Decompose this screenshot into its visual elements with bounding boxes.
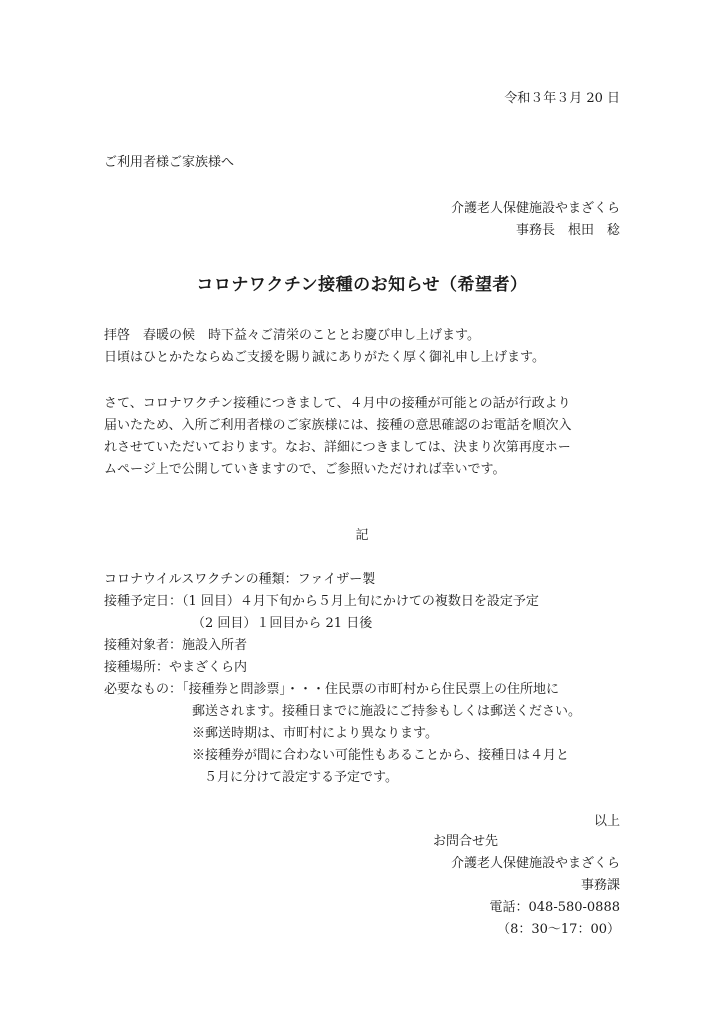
detail-line: コロナウイルスワクチンの種類：ファイザー製: [104, 572, 376, 587]
body-line: さて、コロナワクチン接種につきまして、４月中の接種が可能との話が行政より: [104, 396, 571, 411]
document-date: 令和３年３月 20 日: [504, 91, 620, 106]
body-line: れさせていただいております。なお、詳細につきましては、決まり次第再度ホー: [104, 440, 571, 455]
body-line: 届いたため、入所ご利用者様のご家族様には、接種の意思確認のお電話を順次入: [104, 418, 572, 433]
sender-org: 介護老人保健施設やまざくら: [450, 201, 620, 216]
greeting-line: 拝啓 春暖の候 時下益々ご清栄のこととお慶び申し上げます。: [104, 328, 480, 343]
detail-line: 接種予定日：（1 回目）４月下旬から５月上旬にかけての複数日を設定予定: [104, 594, 539, 609]
detail-line: （2 回目）１回目から 21 日後: [192, 616, 373, 631]
detail-line: 接種対象者：施設入所者: [104, 638, 248, 653]
detail-line: 接種場所：やまざくら内: [104, 660, 248, 675]
detail-line: ※接種券が間に合わない可能性もあることから、接種日は４月と: [192, 748, 570, 763]
contact-heading: お問合せ先: [433, 834, 499, 849]
detail-line: 必要なもの：「接種券と問診票」・・・住民票の市町村から住民票上の住所地に: [104, 682, 560, 697]
sender-person: 事務長 根田 稔: [515, 223, 620, 238]
contact-dept: 事務課: [580, 878, 620, 893]
page-title: コロナワクチン接種のお知らせ（希望者）: [196, 275, 528, 295]
detail-line: ※郵送時期は、市町村により異なります。: [192, 726, 438, 741]
contact-org: 介護老人保健施設やまざくら: [450, 856, 620, 871]
detail-line: ５月に分けて設定する予定です。: [204, 770, 398, 785]
contact-phone: 電話：048-580-0888: [489, 900, 620, 915]
addressee: ご利用者様ご家族様へ: [104, 155, 235, 170]
body-line: ムページ上で公開していきますので、ご参照いただければ幸いです。: [104, 462, 506, 477]
ki-heading: 記: [355, 528, 369, 543]
contact-hours: （8：30～17：00）: [497, 922, 620, 937]
greeting-line: 日頃はひとかたならぬご支援を賜り誠にありがたく厚く御礼申し上げます。: [104, 350, 545, 365]
detail-line: 郵送されます。接種日までに施設にご持参もしくは郵送ください。: [192, 704, 581, 719]
closing-mark: 以上: [593, 814, 620, 829]
